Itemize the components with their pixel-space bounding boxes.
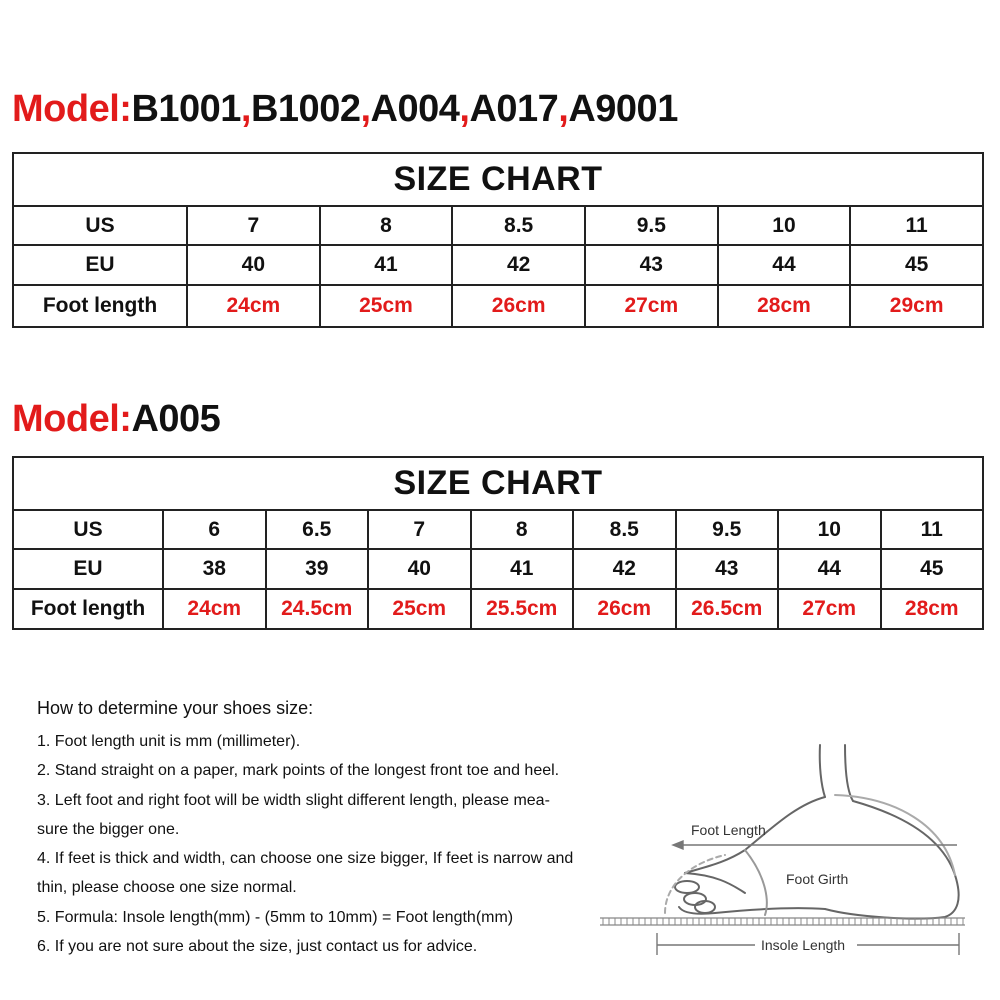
instruction-line: thin, please choose one size normal. (37, 879, 297, 897)
us-size-cell: 11 (881, 510, 984, 549)
foot-length-cell: 25cm (320, 285, 453, 327)
eu-size-cell: 43 (585, 245, 718, 285)
foot-length-cell: 25cm (368, 589, 471, 629)
eu-size-cell: 42 (452, 245, 585, 285)
instruction-line: sure the bigger one. (37, 820, 180, 838)
foot-length-cell: 24.5cm (266, 589, 369, 629)
foot-length-cell: 28cm (881, 589, 984, 629)
row-label-us: US (13, 206, 187, 245)
toe (675, 881, 699, 893)
shoe-outline (835, 795, 955, 875)
foot-measurement-illustration (595, 735, 970, 1000)
foot-outline (825, 801, 959, 919)
model-code: A017 (469, 88, 559, 130)
row-label-eu: EU (13, 549, 163, 589)
us-size-cell: 8.5 (452, 206, 585, 245)
instruction-line: 3. Left foot and right foot will be width slight different length, please mea- (37, 791, 550, 809)
eu-size-cell: 45 (850, 245, 983, 285)
foot-length-cell: 26cm (452, 285, 585, 327)
eu-size-cell: 43 (676, 549, 779, 589)
us-size-cell: 10 (718, 206, 851, 245)
eu-size-cell: 41 (320, 245, 453, 285)
model-heading-2 (12, 400, 220, 438)
foot-length-arrow (673, 841, 957, 849)
us-size-cell: 6.5 (266, 510, 369, 549)
us-size-cell: 9.5 (676, 510, 779, 549)
size-chart-table-1 (12, 152, 984, 328)
us-size-cell: 10 (778, 510, 881, 549)
size-chart-table-2 (12, 456, 984, 630)
eu-size-cell: 40 (368, 549, 471, 589)
row-label-foot-length: Foot length (13, 285, 187, 327)
eu-size-cell: 44 (778, 549, 881, 589)
model-heading-1 (12, 90, 678, 128)
foot-girth-curve (745, 850, 767, 915)
size-chart-title: SIZE CHART (13, 153, 983, 206)
us-size-cell: 8 (320, 206, 453, 245)
eu-size-cell: 44 (718, 245, 851, 285)
foot-length-cell: 28cm (718, 285, 851, 327)
insole-length-label: Insole Length (761, 937, 846, 953)
leg-outline (820, 745, 825, 797)
foot-length-cell: 26.5cm (676, 589, 779, 629)
model-code: A005 (131, 398, 221, 440)
us-size-cell: 9.5 (585, 206, 718, 245)
eu-size-cell: 42 (573, 549, 676, 589)
row-label-foot-length: Foot length (13, 589, 163, 629)
model-code: A9001 (568, 88, 678, 130)
foot-length-cell: 24cm (163, 589, 266, 629)
toe (684, 893, 706, 905)
instructions-heading: How to determine your shoes size: (37, 698, 314, 718)
instruction-line: 2. Stand straight on a paper, mark points of the longest front toe and heel. (37, 762, 560, 780)
model-code: A004 (370, 88, 460, 130)
model-separator: , (558, 88, 569, 130)
foot-length-cell: 29cm (850, 285, 983, 327)
instruction-line: 5. Formula: Insole length(mm) - (5mm to 10mm) = Foot length(mm) (37, 908, 514, 926)
model-code: B1002 (250, 88, 361, 130)
instruction-line: 4. If feet is thick and width, can choose one size bigger, If feet is narrow and (37, 850, 574, 868)
model-separator: , (240, 88, 251, 130)
us-size-cell: 6 (163, 510, 266, 549)
foot-length-label: Foot Length (691, 822, 766, 838)
eu-size-cell: 39 (266, 549, 369, 589)
eu-size-cell: 38 (163, 549, 266, 589)
us-size-cell: 8 (471, 510, 574, 549)
foot-length-cell: 27cm (585, 285, 718, 327)
row-label-us: US (13, 510, 163, 549)
model-separator: , (360, 88, 371, 130)
model-label: Model: (12, 398, 132, 440)
foot-length-cell: 24cm (187, 285, 320, 327)
leg-outline (845, 745, 853, 801)
model-code: B1001 (131, 88, 241, 130)
us-size-cell: 7 (187, 206, 320, 245)
size-chart-title: SIZE CHART (13, 457, 983, 510)
instruction-line: 1. Foot length unit is mm (millimeter). (37, 733, 301, 750)
row-label-eu: EU (13, 245, 187, 285)
foot-length-cell: 25.5cm (471, 589, 574, 629)
eu-size-cell: 45 (881, 549, 984, 589)
foot-length-cell: 26cm (573, 589, 676, 629)
ruler-ticks (603, 918, 963, 925)
model-separator: , (459, 88, 470, 130)
instruction-line: 6. If you are not sure about the size, just contact us for advice. (37, 938, 478, 956)
eu-size-cell: 41 (471, 549, 574, 589)
us-size-cell: 8.5 (573, 510, 676, 549)
us-size-cell: 7 (368, 510, 471, 549)
us-size-cell: 11 (850, 206, 983, 245)
eu-size-cell: 40 (187, 245, 320, 285)
foot-girth-label: Foot Girth (786, 871, 849, 887)
foot-length-cell: 27cm (778, 589, 881, 629)
sizing-instructions (37, 697, 617, 961)
model-label: Model: (12, 88, 132, 130)
